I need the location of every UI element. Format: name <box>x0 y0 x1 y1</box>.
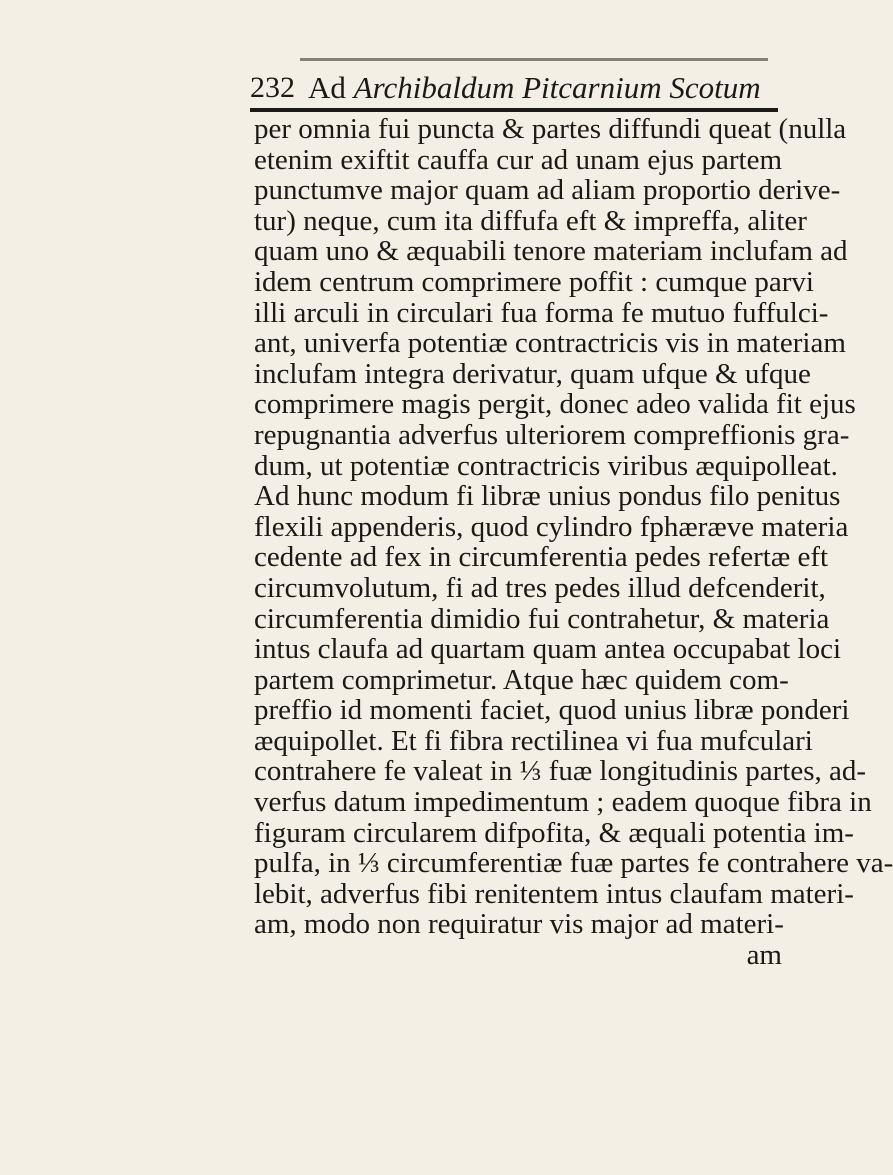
text-line: Ad hunc modum fi libræ unius pondus filo penitus <box>254 480 841 513</box>
top-edge-rule <box>300 58 768 61</box>
text-line: lebit, adverfus fibi renitentem intus claufam materi- <box>254 877 854 910</box>
text-line: ant, univerfa potentiæ contractricis vis in materiam <box>254 327 846 360</box>
text-line: intus claufa ad quartam quam antea occupabat loci <box>254 633 841 666</box>
page-header <box>250 70 770 106</box>
text-line: pulfa, in ⅓ circumferentiæ fuæ partes fe contrahere va- <box>254 847 893 880</box>
catchword: am <box>746 939 782 972</box>
running-head <box>308 70 761 106</box>
text-line: dum, ut potentiæ contractricis viribus æquipolleat. <box>254 449 838 482</box>
text-line: repugnantia adverfus ulteriorem compreffionis gra- <box>254 418 850 451</box>
header-rule <box>250 108 778 112</box>
text-line: per omnia fui puncta & partes diffundi queat (nulla <box>254 113 847 145</box>
text-line: æquipollet. Et fi fibra rectilinea vi fua mufculari <box>254 724 813 757</box>
running-head-prefix: Ad <box>308 70 346 105</box>
text-line: circumferentia dimidio fui contrahetur, & materia <box>254 602 830 635</box>
text-line: cedente ad fex in circumferentia pedes refertæ eft <box>254 541 829 574</box>
text-line: figuram circularem difpofita, & æquali potentia im- <box>254 816 854 849</box>
text-line: quam uno & æquabili tenore materiam inclufam ad <box>254 235 848 268</box>
page-number: 232 <box>250 71 295 104</box>
text-line: tur) neque, cum ita diffufa eft & impreffa, aliter <box>254 204 807 237</box>
text-line: partem comprimetur. Atque hæc quidem com- <box>254 663 789 696</box>
text-line: etenim exiftit cauffa cur ad unam ejus partem <box>254 143 782 176</box>
body-text <box>254 113 893 972</box>
text-line: contrahere fe valeat in ⅓ fuæ longitudinis partes, ad- <box>254 755 867 788</box>
text-line: inclufam integra derivatur, quam ufque & ufque <box>254 357 811 390</box>
text-line: illi arculi in circulari fua forma fe mutuo fuffulci- <box>254 296 829 329</box>
text-line: idem centrum comprimere poffit : cumque parvi <box>254 265 814 298</box>
text-line: preffio id momenti faciet, quod unius libræ ponderi <box>254 694 850 727</box>
text-line: punctumve major quam ad aliam proportio derive- <box>254 174 841 207</box>
text-line: flexili appenderis, quod cylindro fphæræve materia <box>254 510 849 543</box>
text-line: verfus datum impedimentum ; eadem quoque fibra in <box>254 786 872 819</box>
text-line: am, modo non requiratur vis major ad materi- <box>254 908 784 941</box>
text-line: comprimere magis pergit, donec adeo valida fit ejus <box>254 388 856 421</box>
text-line: circumvolutum, fi ad tres pedes illud defcenderit, <box>254 571 826 604</box>
running-head-name: Archibaldum Pitcarnium Scotum <box>353 70 761 105</box>
